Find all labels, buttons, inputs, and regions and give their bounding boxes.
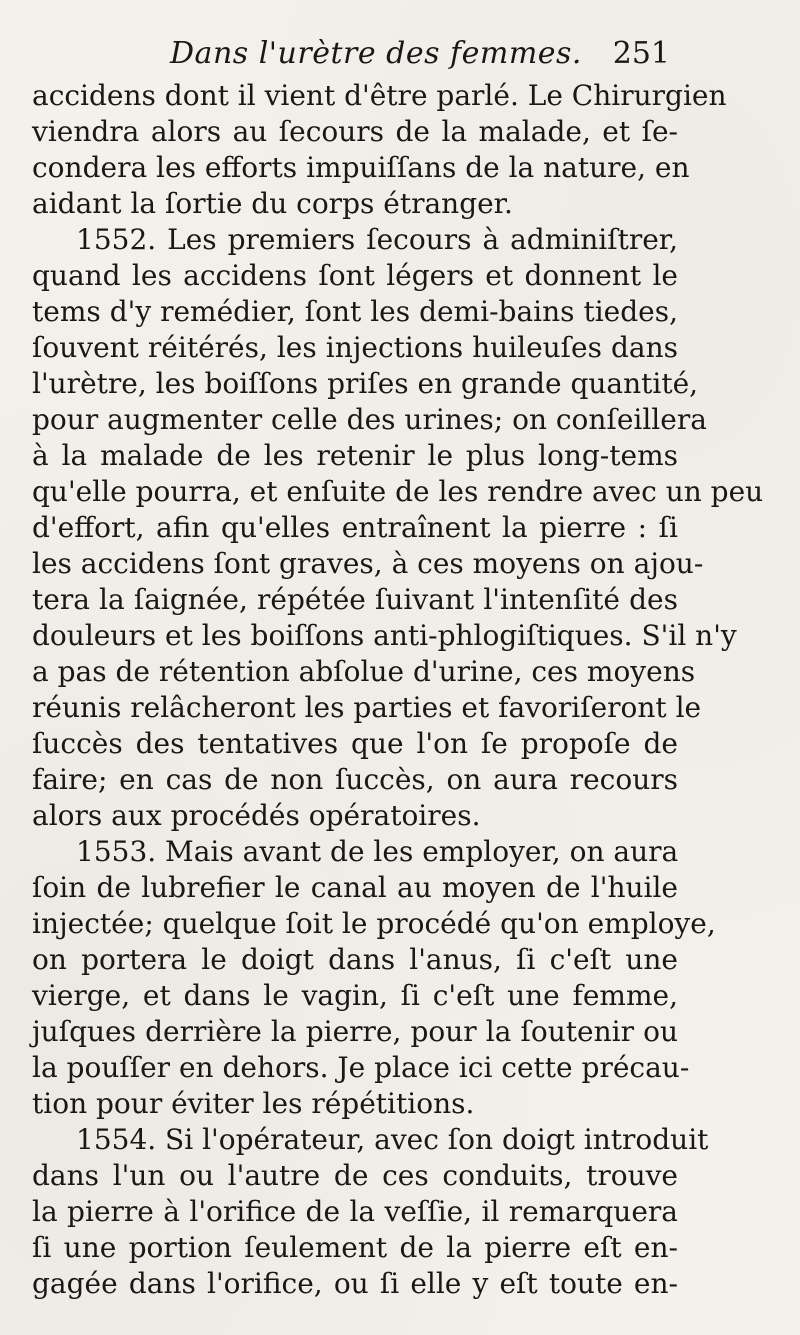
text-line: la pouſſer en dehors. Je place ici cette précau- [32,1051,690,1084]
paragraph-1552-start: 1552. Les premiers ſecours à adminiſtrer, [76,223,678,256]
text-line: dans l'un ou l'autre de ces conduits, trouve [32,1159,678,1192]
text-line: a pas de rétention abſolue d'urine, ces moyens [32,655,696,688]
text-line: alors aux procédés opératoires. [32,799,481,832]
text-line: tera la ſaignée, répétée ſuivant l'intenſité des [32,583,678,616]
text-line: tion pour éviter les répétitions. [32,1087,475,1120]
text-line: qu'elle pourra, et enſuite de les rendre avec un peu [32,475,764,508]
text-line: la pierre à l'orifice de la veſſie, il remarquera [32,1195,678,1228]
body-text [32,78,764,1302]
page-number: 251 [612,36,670,71]
text-line: réunis relâcheront les parties et favoriſeront le [32,691,702,724]
text-line: l'urètre, les boiſſons priſes en grande quantité, [32,367,699,400]
text-line: vierge, et dans le vagin, ſi c'eſt une femme, [32,979,678,1012]
running-head: Dans l'urètre des femmes. [170,36,582,71]
page-header [170,36,670,82]
text-line: tems d'y remédier, ſont les demi-bains tiedes, [32,295,678,328]
text-line: les accidens ſont graves, à ces moyens on ajou- [32,547,704,580]
text-line: on portera le doigt dans l'anus, ſi c'eſt une [32,943,678,976]
text-line: injectée; quelque ſoit le procédé qu'on employe, [32,907,716,940]
paragraph-1554-start: 1554. Si l'opérateur, avec ſon doigt introduit [76,1123,709,1156]
text-line: pour augmenter celle des urines; on conſeillera [32,403,707,436]
text-line: faire; en cas de non ſuccès, on aura recours [32,763,678,796]
text-line: accidens dont il vient d'être parlé. Le Chirurgien [32,79,727,112]
text-line: ſi une portion ſeulement de la pierre eſt en- [32,1231,678,1264]
text-line: d'effort, afin qu'elles entraînent la pierre : ſi [32,511,678,544]
paragraph-1553-start: 1553. Mais avant de les employer, on aura [76,835,679,868]
text-line: ſuccès des tentatives que l'on ſe propoſe de [32,727,678,760]
text-line: quand les accidens ſont légers et donnent le [32,259,678,292]
text-line: ſoin de lubrefier le canal au moyen de l'huile [32,871,678,904]
text-line: douleurs et les boiſſons anti-phlogiſtiques. S'il n'y [32,619,737,652]
text-line: juſques derrière la pierre, pour la ſoutenir ou [32,1015,678,1048]
text-line: gagée dans l'orifice, ou ſi elle y eſt toute en- [32,1267,678,1300]
text-line: à la malade de les retenir le plus long-tems [32,439,678,472]
text-line: viendra alors au ſecours de la malade, et ſe- [32,115,678,148]
text-line: aidant la ſortie du corps étranger. [32,187,513,220]
text-line: ſouvent réitérés, les injections huileuſes dans [32,331,678,364]
text-line: condera les efforts impuiſſans de la nature, en [32,151,690,184]
